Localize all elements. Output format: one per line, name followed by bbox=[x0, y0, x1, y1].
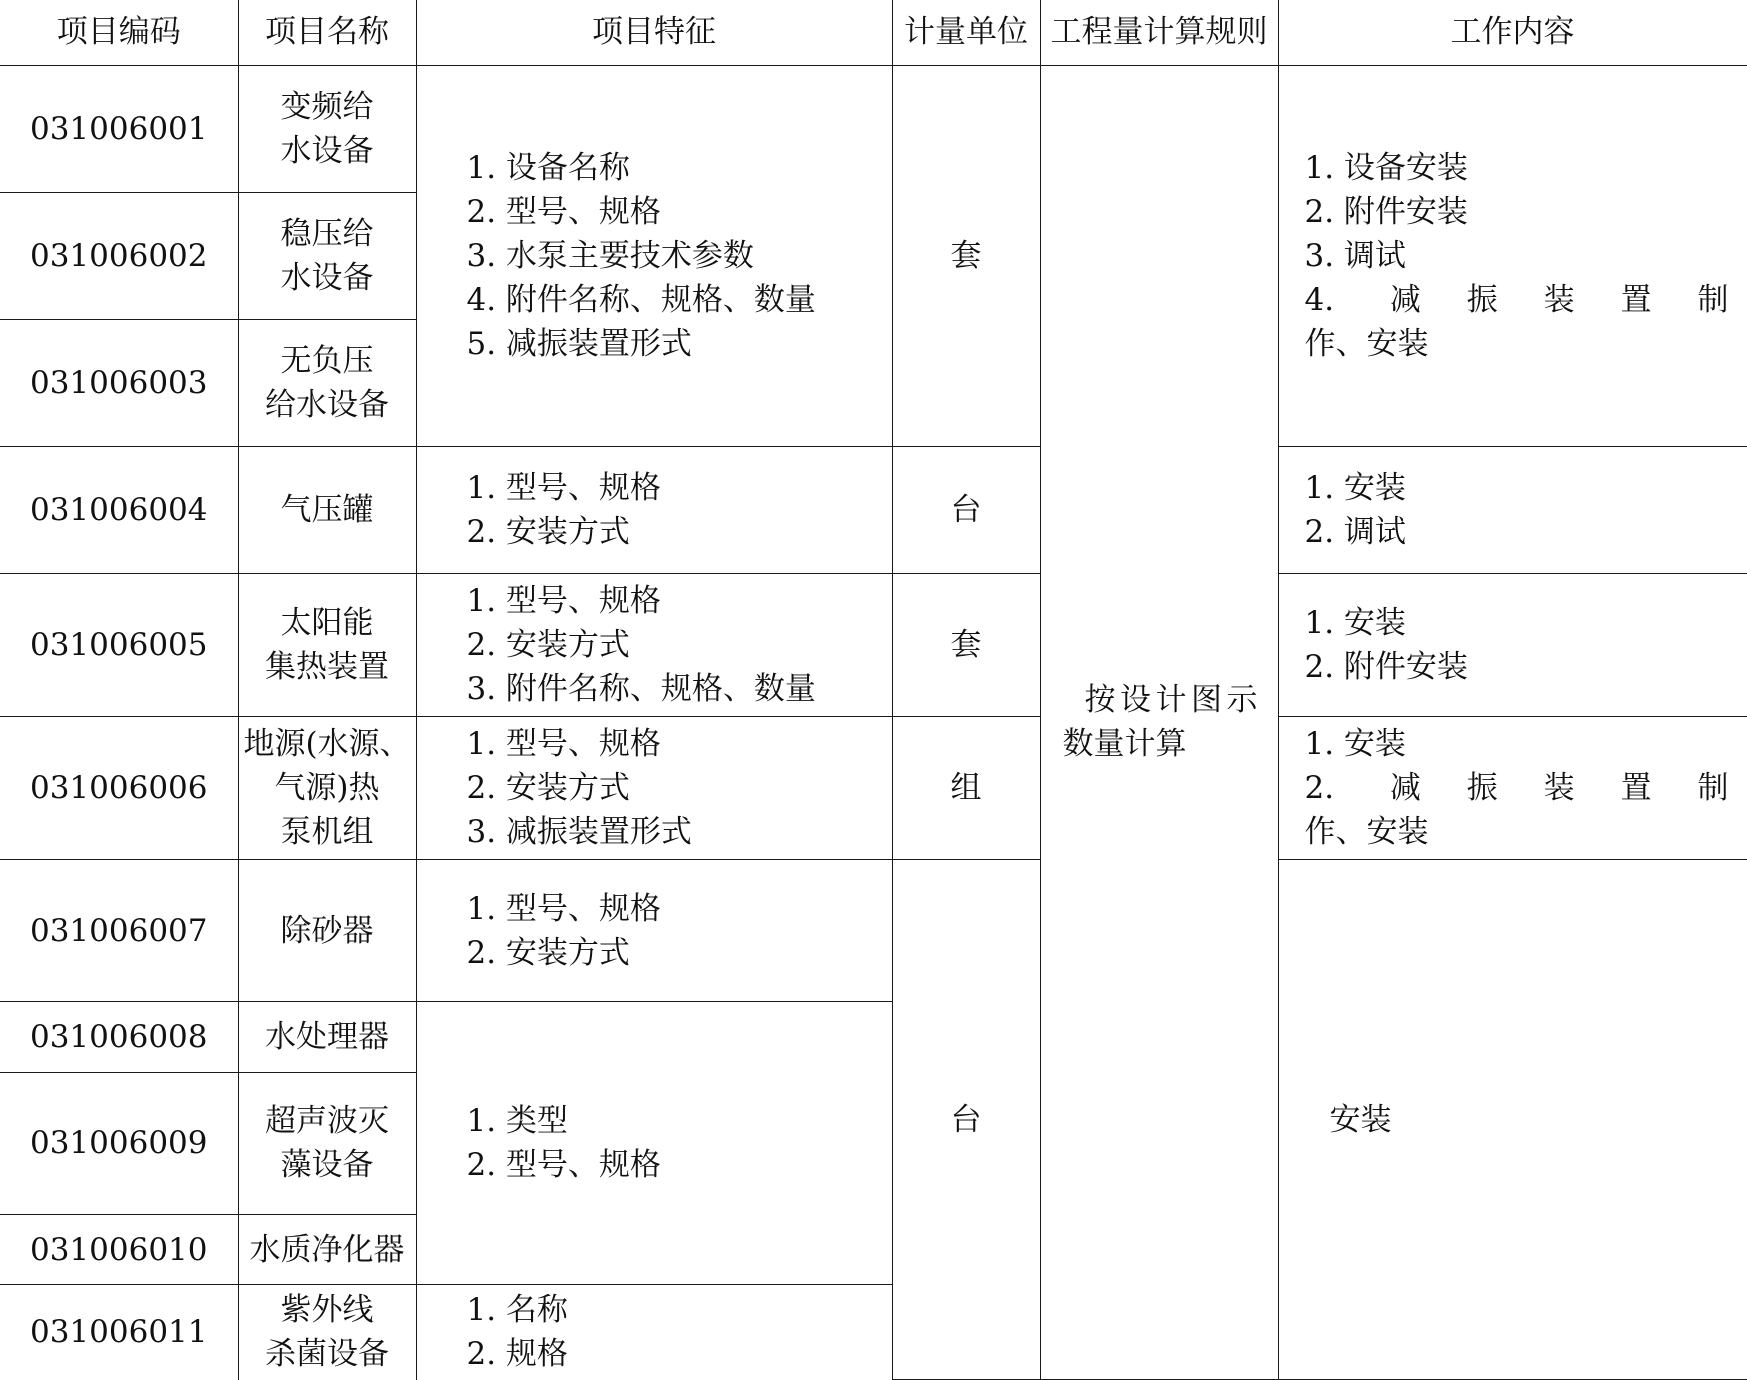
work-line: 1. 安装 bbox=[1304, 605, 1406, 642]
feature-line: 1. 型号、规格 bbox=[466, 726, 661, 763]
feature-line: 1. 名称 bbox=[466, 1292, 568, 1329]
item-code: 031006009 bbox=[0, 1072, 238, 1214]
table-row bbox=[0, 717, 1747, 860]
item-name bbox=[238, 1285, 416, 1380]
header-cell: 项目编码 bbox=[0, 0, 238, 65]
item-name-line: 除砂器 bbox=[280, 912, 374, 949]
item-code: 031006007 bbox=[0, 860, 238, 1002]
feature-line: 3. 水泵主要技术参数 bbox=[466, 237, 754, 274]
item-name bbox=[238, 1002, 416, 1072]
item-code: 031006005 bbox=[0, 574, 238, 717]
work-line: 作、安装 bbox=[1304, 325, 1429, 362]
item-name-line: 地源(水源、 bbox=[243, 726, 411, 763]
header-cell: 项目名称 bbox=[238, 0, 416, 65]
unit-cell: 台 bbox=[892, 860, 1040, 1380]
work-line: 1. 安装 bbox=[1304, 726, 1406, 763]
item-name-line: 稳压给 bbox=[280, 215, 374, 252]
feature-cell bbox=[416, 65, 892, 446]
work-line: 2. 调试 bbox=[1304, 513, 1406, 550]
item-code: 031006003 bbox=[0, 319, 238, 446]
item-code: 031006004 bbox=[0, 446, 238, 573]
item-name-line: 气压罐 bbox=[280, 491, 374, 528]
work-line: 2. 减振装置制 bbox=[1304, 770, 1729, 807]
feature-line: 2. 安装方式 bbox=[466, 627, 630, 664]
item-name-line: 水设备 bbox=[280, 259, 374, 296]
item-name bbox=[238, 1072, 416, 1214]
item-code: 031006006 bbox=[0, 717, 238, 860]
item-code: 031006002 bbox=[0, 192, 238, 319]
unit-cell: 台 bbox=[892, 446, 1040, 573]
work-cell bbox=[1278, 446, 1747, 573]
header-cell: 计量单位 bbox=[892, 0, 1040, 65]
work-line: 4. 减振装置制 bbox=[1304, 281, 1729, 318]
item-name-line: 泵机组 bbox=[280, 814, 374, 851]
header-cell: 工程量计算规则 bbox=[1040, 0, 1278, 65]
item-name-line: 太阳能 bbox=[280, 605, 374, 642]
feature-cell bbox=[416, 446, 892, 573]
item-name-line: 无负压 bbox=[280, 342, 374, 379]
feature-line: 2. 型号、规格 bbox=[466, 1147, 661, 1184]
item-code: 031006001 bbox=[0, 65, 238, 192]
feature-line: 2. 安装方式 bbox=[466, 513, 630, 550]
work-line: 1. 安装 bbox=[1304, 469, 1406, 506]
item-name-line: 给水设备 bbox=[265, 386, 389, 423]
unit-cell: 套 bbox=[892, 574, 1040, 717]
header-cell: 工作内容 bbox=[1278, 0, 1747, 65]
table-row bbox=[0, 860, 1747, 1002]
table-row bbox=[0, 446, 1747, 573]
feature-line: 1. 型号、规格 bbox=[466, 469, 661, 506]
work-cell bbox=[1278, 65, 1747, 446]
item-name bbox=[238, 446, 416, 573]
work-cell bbox=[1278, 574, 1747, 717]
feature-line: 1. 型号、规格 bbox=[466, 583, 661, 620]
item-name bbox=[238, 717, 416, 860]
item-name-line: 藻设备 bbox=[280, 1147, 374, 1184]
item-name-line: 紫外线 bbox=[280, 1292, 374, 1329]
item-name-line: 变频给 bbox=[280, 88, 374, 125]
work-line: 安装 bbox=[1329, 1101, 1392, 1138]
item-name bbox=[238, 319, 416, 446]
feature-line: 1. 类型 bbox=[466, 1103, 568, 1140]
feature-line: 2. 型号、规格 bbox=[466, 193, 661, 230]
item-name-line: 集热装置 bbox=[265, 649, 389, 686]
rule-text: 按设计图示 bbox=[1084, 682, 1258, 719]
item-name-line: 超声波灭 bbox=[265, 1103, 389, 1140]
rule-text: 数量计算 bbox=[1062, 726, 1187, 763]
item-name bbox=[238, 1214, 416, 1284]
feature-line: 5. 减振装置形式 bbox=[466, 325, 692, 362]
work-cell bbox=[1278, 860, 1747, 1380]
item-name bbox=[238, 65, 416, 192]
item-name-line: 气源)热 bbox=[274, 770, 380, 807]
item-name bbox=[238, 860, 416, 1002]
unit-cell: 套 bbox=[892, 65, 1040, 446]
feature-cell bbox=[416, 1285, 892, 1380]
feature-line: 2. 规格 bbox=[466, 1336, 568, 1373]
feature-cell bbox=[416, 717, 892, 860]
unit-cell: 组 bbox=[892, 717, 1040, 860]
feature-line: 2. 安装方式 bbox=[466, 770, 630, 807]
header-row bbox=[0, 0, 1747, 65]
item-code: 031006010 bbox=[0, 1214, 238, 1284]
work-line: 作、安装 bbox=[1304, 814, 1429, 851]
item-name-line: 水处理器 bbox=[265, 1019, 389, 1056]
table-row bbox=[0, 574, 1747, 717]
work-line: 1. 设备安装 bbox=[1304, 149, 1468, 186]
feature-line: 4. 附件名称、规格、数量 bbox=[466, 281, 816, 318]
feature-cell bbox=[416, 860, 892, 1002]
feature-cell bbox=[416, 1002, 892, 1285]
work-line: 3. 调试 bbox=[1304, 237, 1406, 274]
table-row bbox=[0, 65, 1747, 192]
feature-line: 1. 设备名称 bbox=[466, 149, 630, 186]
feature-line: 3. 减振装置形式 bbox=[466, 814, 692, 851]
header-cell: 项目特征 bbox=[416, 0, 892, 65]
work-line: 2. 附件安装 bbox=[1304, 649, 1468, 686]
item-name-line: 杀菌设备 bbox=[265, 1336, 389, 1373]
feature-line: 2. 安装方式 bbox=[466, 934, 630, 971]
feature-line: 3. 附件名称、规格、数量 bbox=[466, 671, 816, 708]
item-name bbox=[238, 192, 416, 319]
item-code: 031006011 bbox=[0, 1285, 238, 1380]
rule-cell bbox=[1040, 65, 1278, 1379]
work-line: 2. 附件安装 bbox=[1304, 193, 1468, 230]
item-name-line: 水设备 bbox=[280, 132, 374, 169]
feature-line: 1. 型号、规格 bbox=[466, 890, 661, 927]
item-name-line: 水质净化器 bbox=[249, 1231, 405, 1268]
feature-cell bbox=[416, 574, 892, 717]
work-cell bbox=[1278, 717, 1747, 860]
item-name bbox=[238, 574, 416, 717]
item-code: 031006008 bbox=[0, 1002, 238, 1072]
